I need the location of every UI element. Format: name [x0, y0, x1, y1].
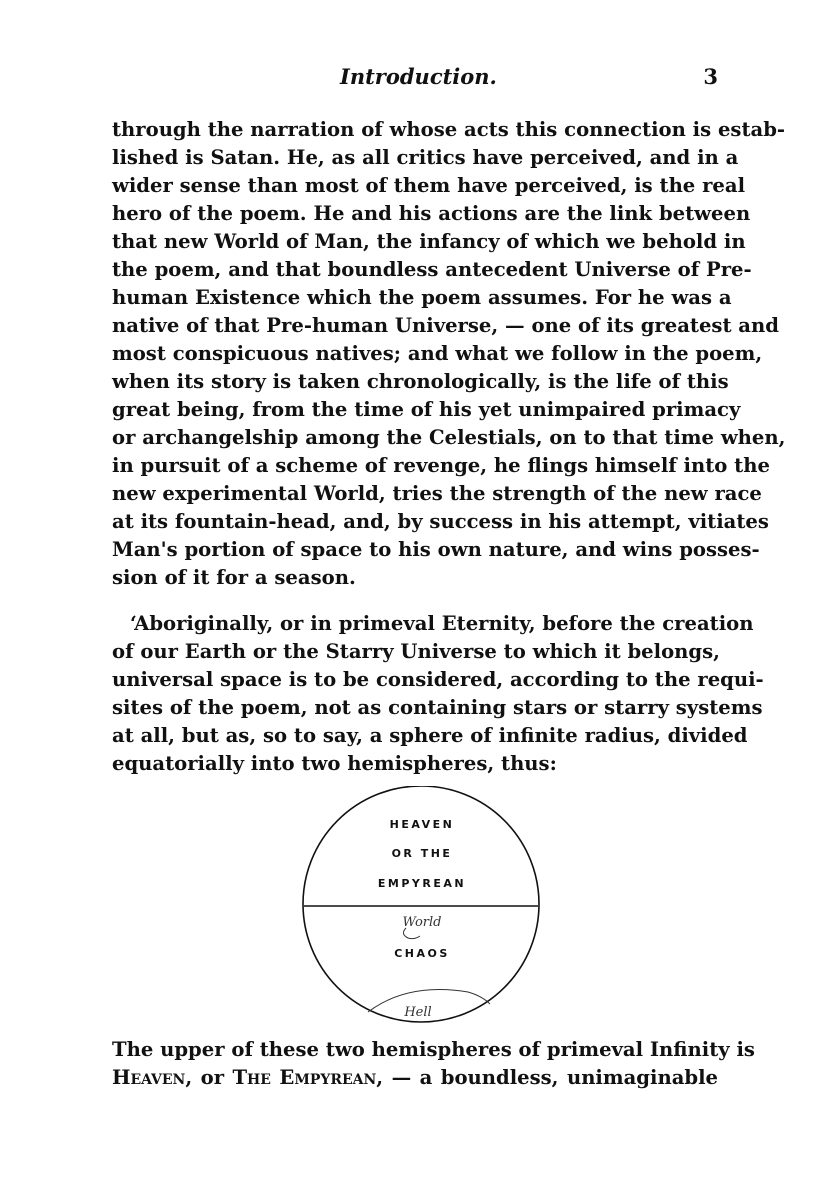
text-line: the poem, and that boundless antecedent Universe of Pre- [112, 258, 752, 281]
text-line: at all, but as, so to say, a sphere of infinite radius, divided [112, 724, 748, 747]
text-line: human Existence which the poem assumes. For he was a [112, 286, 732, 309]
text-line: sion of it for a season. [112, 566, 356, 589]
text-fragment: or [192, 1066, 233, 1089]
text-line: hero of the poem. He and his actions are the link between [112, 202, 751, 225]
hell-annotation: Hell [404, 1005, 432, 1020]
text-line: ‘Aboriginally, or in primeval Eternity, before the creation [130, 612, 754, 635]
heaven-term: Heaven, [112, 1066, 193, 1089]
text-line: when its story is taken chronologically, is the life of this [112, 370, 729, 393]
text-line: universal space is to be considered, according to the requi- [112, 668, 764, 691]
text-line: or archangelship among the Celestials, on to that time when, [112, 426, 786, 449]
text-line: sites of the poem, not as containing stars or starry systems [112, 696, 763, 719]
or-the-label: OR THE [391, 847, 453, 860]
text-line [112, 1064, 718, 1092]
heaven-label: HEAVEN [389, 818, 455, 831]
chaos-label: CHAOS [394, 947, 450, 960]
universe-diagram [298, 786, 544, 1026]
text-fragment: — a boundless, unimaginable [383, 1066, 719, 1089]
text-line: great being, from the time of his yet unimpaired primacy [112, 398, 741, 421]
empyrean-label: EMPYREAN [377, 877, 467, 890]
text-line: lished is Satan. He, as all critics have perceived, and in a [112, 146, 739, 169]
text-line: Man's portion of space to his own nature, and wins posses- [112, 538, 760, 561]
text-line: equatorially into two hemispheres, thus: [112, 752, 557, 775]
text-line: through the narration of whose acts this connection is estab- [112, 118, 786, 141]
empyrean-term: The Empyrean, [232, 1066, 384, 1089]
text-line: in pursuit of a scheme of revenge, he flings himself into the [112, 454, 770, 477]
page-number: 3 [703, 64, 718, 89]
world-annotation: World [402, 915, 442, 930]
text-line: The upper of these two hemispheres of primeval Infinity is [112, 1038, 755, 1061]
text-line: of our Earth or the Starry Universe to which it belongs, [112, 640, 720, 663]
running-header [112, 64, 718, 98]
text-line: native of that Pre-human Universe, — one of its greatest and [112, 314, 779, 337]
text-line: that new World of Man, the infancy of which we behold in [112, 230, 746, 253]
running-title: Introduction. [340, 64, 497, 89]
text-line: most conspicuous natives; and what we follow in the poem, [112, 342, 763, 365]
text-line: new experimental World, tries the strength of the new race [112, 482, 762, 505]
text-line: at its fountain-head, and, by success in his attempt, vitiates [112, 510, 769, 533]
text-line: wider sense than most of them have perceived, is the real [112, 174, 746, 197]
